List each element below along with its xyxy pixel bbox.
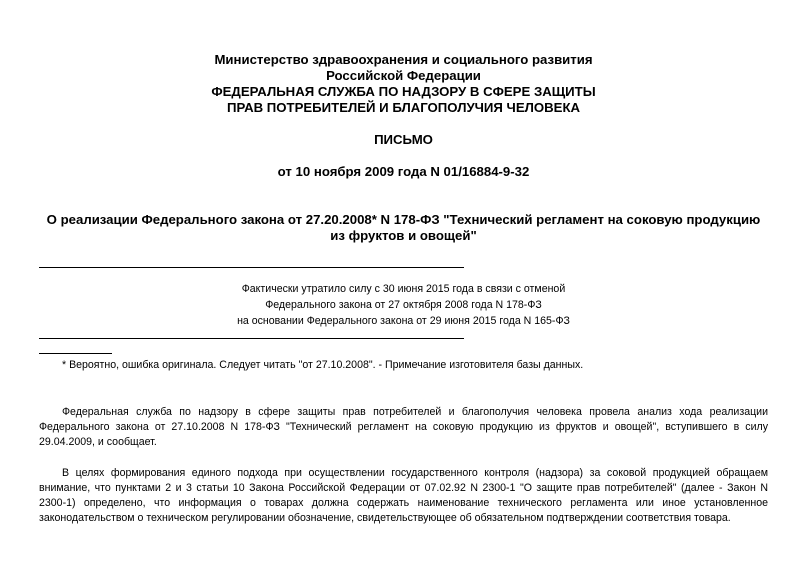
service-name-line-1: ФЕДЕРАЛЬНАЯ СЛУЖБА ПО НАДЗОРУ В СФЕРЕ ЗАЩИТЫ (211, 84, 596, 99)
footnote-separator (39, 353, 112, 354)
paragraph-1-line-2: Федерального закона от 27.10.2008 N 178-ФЗ "Технический регламент на соковую продукцию из фруктов и овощей", вступившего в силу (39, 421, 768, 433)
status-note-bottom-rule (39, 338, 464, 339)
paragraph-2-line-1: В целях формирования единого подхода при осуществлении государственного контроля (надзора) за соковой продукцией обращаем (62, 467, 768, 479)
paragraph-1-line-3: 29.04.2009, и сообщает. (39, 436, 157, 448)
paragraph-1-line-1: Федеральная служба по надзору в сфере защиты прав потребителей и благополучия человека провела анализ хода реализации (62, 406, 768, 418)
ministry-name-line-1: Министерство здравоохранения и социального развития (214, 52, 593, 67)
service-name-line-2: ПРАВ ПОТРЕБИТЕЛЕЙ И БЛАГОПОЛУЧИЯ ЧЕЛОВЕКА (226, 100, 581, 115)
status-note-top-rule (39, 267, 464, 268)
paragraph-2-line-4: законодательством о техническом регулировании обозначение, свидетельствующее об обязательном подтверждении соответствия товара. (39, 512, 731, 524)
status-note-line-3: на основании Федерального закона от 29 июня 2015 года N 165-ФЗ (237, 315, 570, 327)
paragraph-1 (39, 405, 768, 450)
document-title-line-2: из фруктов и овощей" (330, 228, 477, 243)
status-note-line-1: Фактически утратило силу с 30 июня 2015 года в связи с отменой (241, 283, 566, 295)
paragraph-2-line-2: внимание, что пунктами 2 и 3 статьи 10 Закона Российской Федерации от 07.02.92 N 2300-1 "О защите прав потребителей" (далее - Закон N (39, 482, 768, 494)
paragraph-2-line-3: 2300-1) определено, что информация о товарах должна содержать наименование технического регламента или иное установленное (39, 497, 768, 509)
ministry-name-line-2: Российской Федерации (326, 68, 481, 83)
document-date-number: от 10 ноября 2009 года N 01/16884-9-32 (277, 164, 530, 179)
paragraph-2 (39, 466, 768, 526)
status-note-line-2: Федерального закона от 27 октября 2008 года N 178-ФЗ (265, 299, 542, 311)
document-type: ПИСЬМО (374, 132, 433, 147)
footnote-text: * Вероятно, ошибка оригинала. Следует читать "от 27.10.2008". - Примечание изготовителя базы данных. (62, 359, 584, 371)
document-title-line-1: О реализации Федерального закона от 27.20.2008* N 178-ФЗ "Технический регламент на соковую продукцию (46, 212, 761, 227)
